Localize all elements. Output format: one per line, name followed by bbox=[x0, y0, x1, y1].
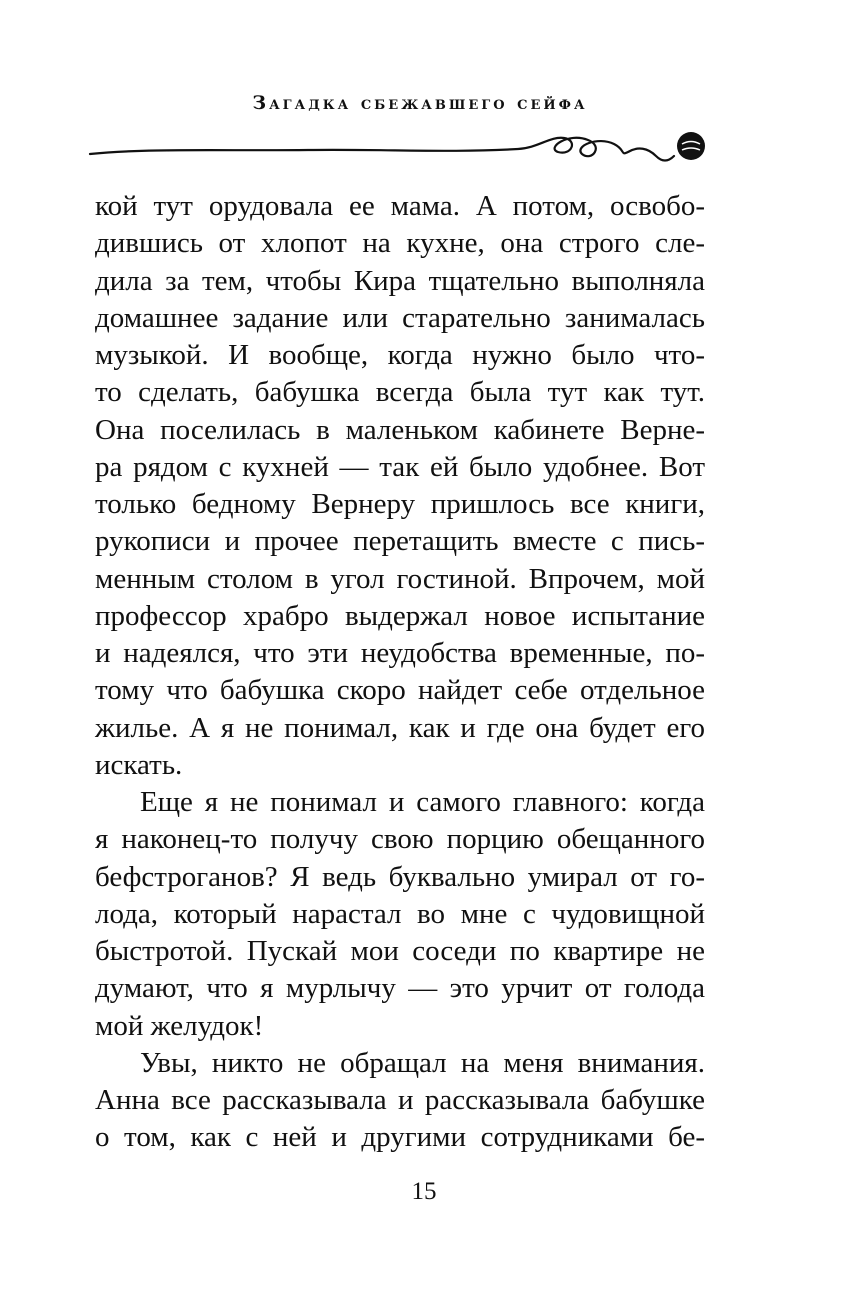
text-line: кой тут орудовала ее мама. А потом, освобо- bbox=[95, 190, 705, 222]
text-line: Она поселилась в маленьком кабинете Верне- bbox=[95, 413, 705, 446]
text-line: лода, который нарастал во мне с чудовищной bbox=[95, 897, 705, 930]
text-line: рукописи и прочее перетащить вместе с пись- bbox=[95, 525, 705, 558]
text-line: бефстроганов? Я ведь буквально умирал от го- bbox=[95, 860, 705, 893]
text-line: жилье. А я не понимал, как и где она будет его bbox=[95, 711, 705, 744]
text-line: Увы, никто не обращал на меня внимания. bbox=[140, 1046, 705, 1079]
text-line: дившись от хлопот на кухне, она строго сле- bbox=[95, 227, 705, 260]
text-line: я наконец-то получу свою порцию обещанного bbox=[95, 823, 705, 856]
text-line: профессор храбро выдержал новое испытание bbox=[95, 599, 705, 632]
text-line: искать. bbox=[95, 748, 183, 781]
text-line: о том, как с ней и другими сотрудниками бе- bbox=[95, 1121, 705, 1154]
text-line: думают, что я мурлычу — это урчит от голода bbox=[95, 972, 705, 1005]
running-title-text: Загадка сбежавшего сейфа bbox=[252, 92, 588, 114]
paragraph bbox=[95, 188, 705, 784]
page-number: 15 bbox=[411, 1178, 437, 1205]
text-line: мой желудок! bbox=[95, 1009, 264, 1042]
text-line: то сделать, бабушка всегда была тут как тут. bbox=[95, 376, 705, 409]
text-line: менным столом в угол гостиной. Впрочем, мой bbox=[95, 562, 705, 595]
text-line: музыкой. И вообще, когда нужно было что- bbox=[95, 339, 705, 371]
text-line: быстротой. Пускай мои соседи по квартире не bbox=[95, 935, 705, 967]
page-text bbox=[95, 188, 705, 1157]
scribble-line-with-ball-icon bbox=[88, 126, 714, 174]
text-line: Анна все рассказывала и рассказывала бабушке bbox=[95, 1084, 705, 1116]
text-line: Еще я не понимал и самого главного: когда bbox=[140, 786, 705, 818]
text-line: и надеялся, что эти неудобства временные, по- bbox=[95, 637, 705, 669]
paragraph bbox=[95, 784, 705, 1045]
text-line: тому что бабушка скоро найдет себе отдельное bbox=[95, 674, 705, 707]
running-title bbox=[0, 92, 844, 114]
text-line: дила за тем, чтобы Кира тщательно выполняла bbox=[95, 264, 705, 297]
text-line: только бедному Вернеру пришлось все книги, bbox=[95, 488, 705, 520]
paragraph bbox=[95, 1045, 705, 1157]
text-line: домашнее задание или старательно занималась bbox=[95, 301, 705, 334]
text-line: ра рядом с кухней — так ей было удобнее. Вот bbox=[95, 450, 705, 483]
